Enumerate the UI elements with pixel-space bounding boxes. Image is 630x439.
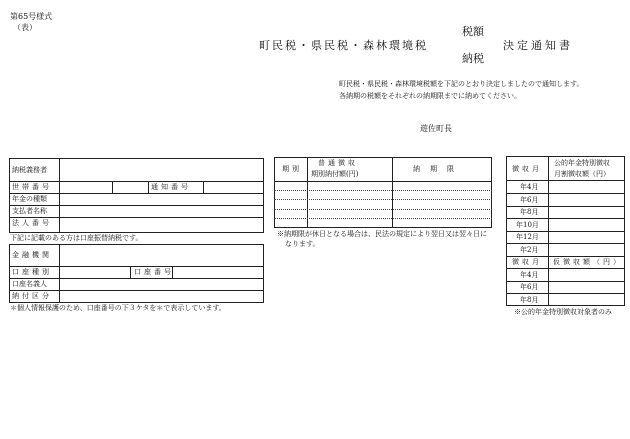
issuer: 遊佐町長 bbox=[420, 124, 452, 133]
period-header: 期別 bbox=[282, 165, 302, 173]
title-suffix: 決定通知書 bbox=[503, 39, 573, 52]
title-lower-word: 納税 bbox=[462, 52, 484, 65]
special-month: 年4月 bbox=[520, 183, 539, 191]
pension-note: ※公的年金特別徴収対象者のみ bbox=[514, 308, 612, 316]
special-collection-header-1: 公的年金特別徴収 bbox=[554, 159, 610, 167]
household-number-label: 世帯番号 bbox=[12, 183, 52, 191]
privacy-note: ＊個人情報保護のため、口座番号の下３ケタを＊で表示しています。 bbox=[10, 304, 226, 312]
special-month: 年6月 bbox=[520, 196, 539, 204]
special-collection-header-2: 月割徴収額（円） bbox=[554, 170, 610, 178]
special-month: 年8月 bbox=[520, 208, 539, 216]
due-date-header: 納期限 bbox=[413, 165, 464, 173]
bank-label: 金融機関 bbox=[12, 251, 52, 259]
holiday-note-line-1: ※納期限が休日となる場合は、民法の規定により翌日又は翌々日に bbox=[277, 230, 487, 238]
account-type-label: 口座種別 bbox=[12, 268, 52, 276]
notice-number-label: 通知番号 bbox=[151, 183, 191, 191]
provisional-amount-header: 仮徴収額（円） bbox=[553, 258, 623, 266]
provisional-month: 年6月 bbox=[520, 283, 539, 291]
payer-name-label: 支払者名称 bbox=[12, 207, 47, 215]
special-month: 年10月 bbox=[516, 221, 539, 229]
period-payment-header: 期別納付額(円) bbox=[311, 170, 359, 178]
payment-category-label: 納付区分 bbox=[12, 292, 52, 300]
special-month: 年2月 bbox=[520, 246, 539, 254]
notice-line-2: 各納期の税額をそれぞれの納期限までに納めてください。 bbox=[339, 92, 521, 100]
provisional-month: 年4月 bbox=[520, 271, 539, 279]
account-holder-label: 口座名義人 bbox=[12, 280, 47, 288]
ordinary-collection-header: 普通徴収 bbox=[318, 159, 358, 167]
corporate-number-label: 法人番号 bbox=[12, 219, 52, 227]
taxpayer-label: 納税義務者 bbox=[12, 166, 47, 174]
pension-type-label: 年金の種類 bbox=[12, 195, 47, 203]
special-month: 年12月 bbox=[516, 233, 539, 241]
title-main: 町民税・県民税・森林環境税 bbox=[259, 39, 428, 52]
notice-line-1: 町民税・県民税・森林環境税額を下記のとおり決定しましたので通知します。 bbox=[339, 80, 584, 88]
direct-debit-note: 下記に記載のある方は口座振替納税です。 bbox=[10, 234, 143, 242]
title-upper-word: 税額 bbox=[462, 25, 484, 38]
form-number: 第65号様式 bbox=[10, 12, 53, 21]
provisional-month: 年8月 bbox=[520, 296, 539, 304]
collection-month-header: 徴収月 bbox=[512, 165, 542, 173]
provisional-month-header: 徴収月 bbox=[512, 258, 542, 266]
holiday-note-line-2: なります。 bbox=[285, 240, 320, 248]
account-number-label: 口座番号 bbox=[134, 268, 174, 276]
form-side-label: （表） bbox=[13, 23, 37, 32]
